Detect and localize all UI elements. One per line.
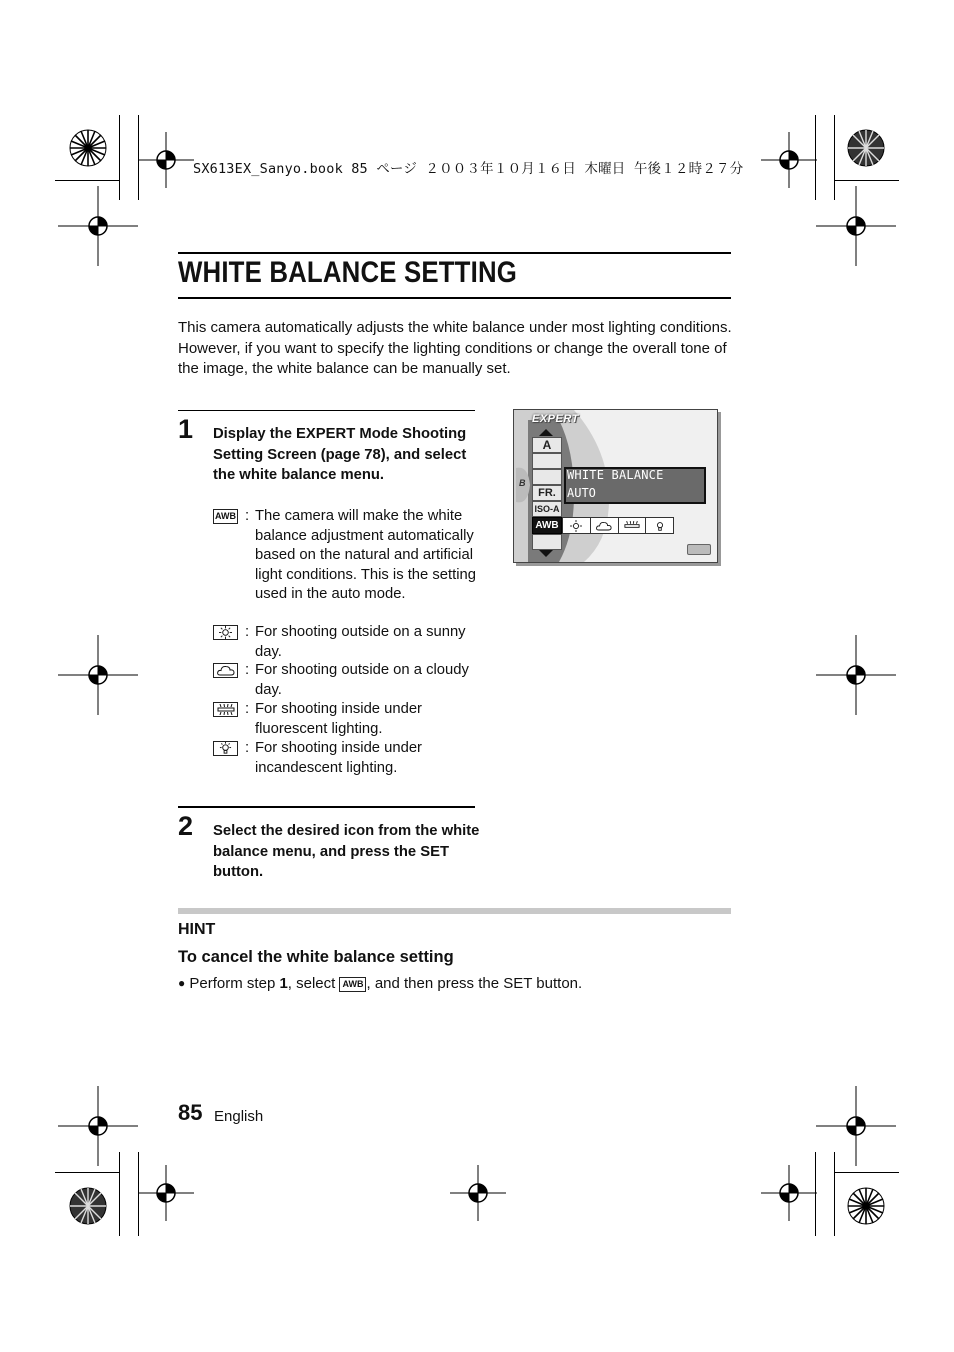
- sunny-icon: [213, 625, 238, 640]
- crosshair-mark: [424, 1139, 532, 1247]
- resolution-icon-label: FR.: [538, 487, 556, 499]
- wb-option-description: For shooting outside on a sunny day.: [255, 624, 466, 660]
- starburst-mark-tr: [846, 128, 886, 168]
- wb-option-description: For shooting inside under fluorescent lighting.: [255, 701, 422, 737]
- hint-subtitle: To cancel the white balance setting: [178, 948, 454, 966]
- iso-icon-label: ISO-A: [534, 504, 560, 514]
- hint-label: HINT: [178, 921, 216, 938]
- awb-selected-icon-label: AWB: [535, 520, 559, 531]
- wb-option-description: For shooting inside under incandescent lighting.: [255, 740, 422, 776]
- awb-icon: AWB: [213, 509, 238, 524]
- title-bottom-rule: [178, 297, 731, 299]
- expert-mode-label: EXPERT: [532, 413, 579, 425]
- starburst-mark-bl: [68, 1186, 108, 1226]
- hint-text-post: , and then press the SET button.: [366, 975, 583, 992]
- starburst-mark-tl: [68, 128, 108, 168]
- wrench-icon: [532, 534, 562, 550]
- step1-text: Display the EXPERT Mode Shooting Setting Screen (page 78), and select the white balance menu.: [213, 426, 467, 484]
- strip-sunny-icon: [563, 518, 591, 533]
- crosshair-mark: [44, 172, 152, 280]
- hint-step-ref: 1: [279, 975, 288, 992]
- crosshair-mark: [112, 1139, 220, 1247]
- step1-number: 1: [178, 414, 194, 444]
- strip-cloudy-icon: [591, 518, 619, 533]
- battery-icon: [687, 544, 711, 555]
- hint-text-mid: , select: [287, 975, 340, 992]
- wb-colon: :: [245, 662, 250, 678]
- step2-number: 2: [178, 811, 194, 841]
- awb-selected-icon: [532, 517, 562, 534]
- strip-fluorescent-icon: [619, 518, 647, 533]
- page-number: 85: [178, 1100, 203, 1125]
- wb-colon: :: [245, 624, 250, 640]
- hint-text-pre: Perform step: [189, 975, 280, 992]
- wb-option-description: For shooting outside on a cloudy day.: [255, 662, 469, 698]
- flash-icon: [532, 437, 562, 453]
- crosshair-mark: [802, 172, 910, 280]
- step2-rule: [178, 806, 475, 808]
- crosshair-mark: [802, 621, 910, 729]
- wb-option-strip: [562, 517, 674, 534]
- resolution-icon: [532, 485, 562, 501]
- strip-incandescent-icon: [646, 518, 673, 533]
- iso-icon: [532, 501, 562, 517]
- scene-mode-icon: [532, 469, 562, 485]
- scroll-down-icon: [539, 550, 553, 557]
- fluorescent-icon: [213, 702, 238, 717]
- scroll-up-icon: [539, 429, 553, 436]
- bullet-dot: ●: [178, 976, 186, 990]
- wb-colon: :: [245, 701, 250, 717]
- page-title: WHITE BALANCE SETTING: [178, 256, 518, 289]
- hint-bullet: [178, 975, 582, 992]
- step2-text: Select the desired icon from the white balance menu, and press the SET button.: [213, 823, 480, 881]
- crosshair-mark: [735, 1139, 843, 1247]
- awb-icon: AWB: [339, 977, 366, 992]
- crosshair-mark: [44, 621, 152, 729]
- wb-colon: :: [245, 508, 250, 524]
- print-header-meta: SX613EX_Sanyo.book 85 ページ ２００３年１０月１６日 木曜日 午後１２時２７分: [193, 161, 744, 177]
- side-marker: B: [519, 478, 526, 488]
- menu-value: AUTO: [567, 486, 596, 500]
- wb-colon: :: [245, 740, 250, 756]
- self-timer-icon: [532, 453, 562, 469]
- menu-title: WHITE BALANCE: [567, 468, 664, 482]
- hint-divider: [178, 908, 731, 914]
- cloudy-icon: [213, 663, 238, 678]
- incandescent-icon: [213, 741, 238, 756]
- page-language: English: [214, 1108, 264, 1125]
- camera-screen-illustration: [513, 409, 718, 563]
- starburst-mark-br: [846, 1186, 886, 1226]
- title-top-rule: [178, 252, 731, 254]
- step1-rule: [178, 410, 475, 411]
- wb-option-description: The camera will make the white balance adjustment automatically based on the natural and artificial light conditions. This is the setting used in the auto mode.: [255, 508, 476, 602]
- flash-icon-label: A: [542, 438, 552, 452]
- intro-paragraph: This camera automatically adjusts the white balance under most lighting conditions. However, if you want to specify the lighting conditions or change the overall tone of the image, the white balance can be manually set.: [178, 319, 732, 377]
